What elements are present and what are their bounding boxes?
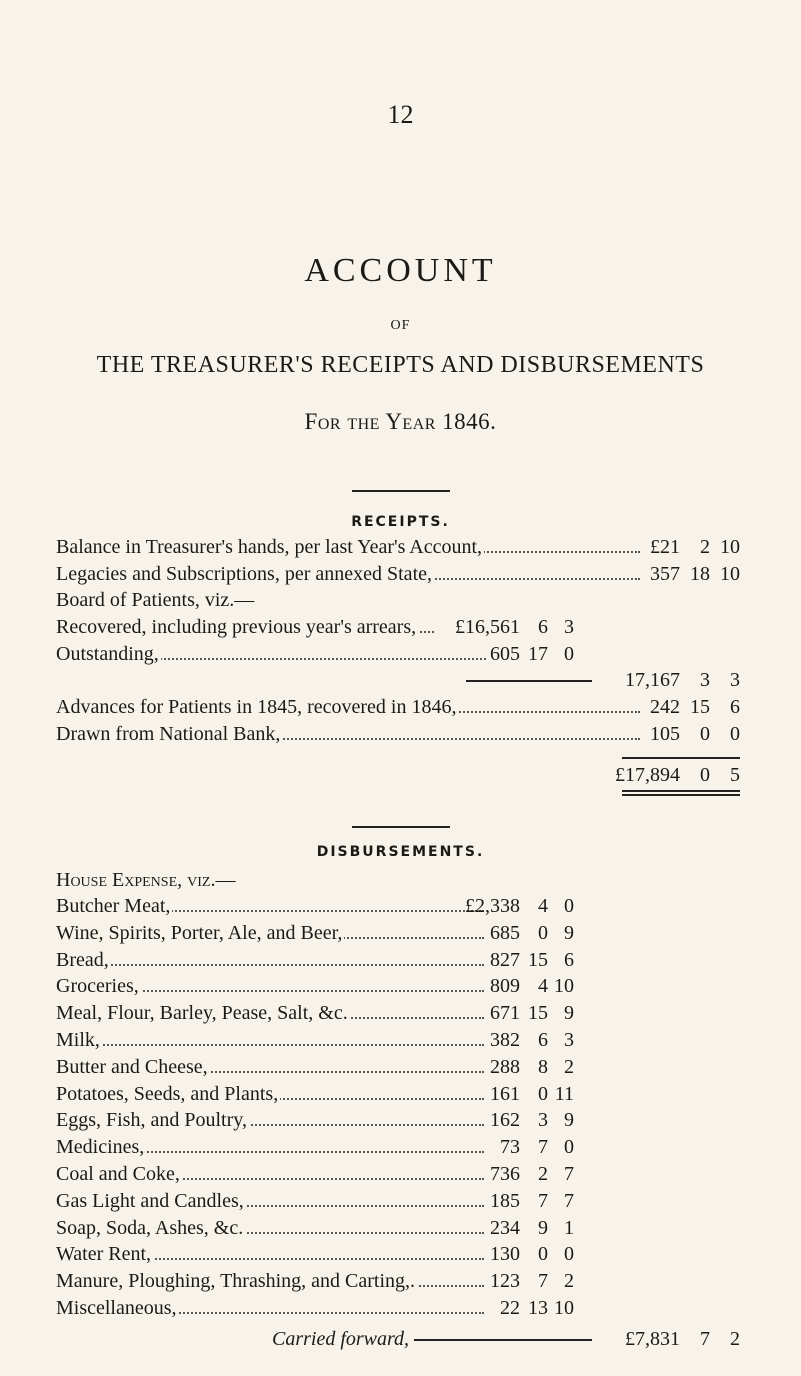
receipts-total-top-rule [622, 757, 740, 759]
receipt-row [56, 721, 640, 747]
disbursement-label: Coal and Coke, [56, 1163, 180, 1185]
disbursement-pounds: 234 [490, 1217, 520, 1239]
receipt-label: Drawn from National Bank, [56, 723, 281, 745]
disbursement-label: Milk, [56, 1029, 100, 1051]
disbursement-pence: 2 [564, 1270, 574, 1292]
disbursement-shillings: 9 [538, 1217, 548, 1239]
disbursement-label: Soap, Soda, Ashes, &c. [56, 1217, 244, 1239]
receipt-label: Balance in Treasurer's hands, per last Year's Account, [56, 536, 483, 558]
receipt-pence: 6 [730, 696, 740, 718]
disbursement-label: Meal, Flour, Barley, Pease, Salt, &c. [56, 1002, 348, 1024]
disbursement-shillings: 15 [528, 1002, 548, 1024]
disbursement-label: Bread, [56, 949, 109, 971]
carried-forward-pounds: £7,831 [625, 1328, 680, 1350]
disbursement-pounds: 162 [490, 1109, 520, 1131]
receipt-pounds: 105 [650, 723, 680, 745]
disbursement-label: Eggs, Fish, and Poultry, [56, 1109, 247, 1131]
board-total-pounds: 17,167 [625, 669, 680, 691]
disbursement-pence: 9 [564, 922, 574, 944]
disbursement-shillings: 7 [538, 1270, 548, 1292]
disbursement-pounds: 382 [490, 1029, 520, 1051]
disbursement-label: Potatoes, Seeds, and Plants, [56, 1083, 279, 1105]
disbursement-pounds: 161 [490, 1083, 520, 1105]
board-pence: 0 [564, 643, 574, 665]
disbursement-shillings: 15 [528, 949, 548, 971]
disbursement-pounds: 130 [490, 1243, 520, 1265]
disbursement-pounds: 685 [490, 922, 520, 944]
receipt-shillings: 2 [700, 536, 710, 558]
disbursement-shillings: 7 [538, 1136, 548, 1158]
receipt-pounds: 357 [650, 563, 680, 585]
disbursement-pence: 6 [564, 949, 574, 971]
receipts-total-shillings: 0 [700, 764, 710, 786]
disbursement-pence: 1 [564, 1217, 574, 1239]
disbursement-shillings: 2 [538, 1163, 548, 1185]
section-divider [352, 826, 450, 828]
receipt-pence: 10 [720, 536, 740, 558]
carried-forward-label: Carried forward, [272, 1328, 410, 1350]
disbursement-pence: 7 [564, 1190, 574, 1212]
board-total-pence: 3 [730, 669, 740, 691]
disbursement-label: Water Rent, [56, 1243, 152, 1265]
receipts-total-pence: 5 [730, 764, 740, 786]
disbursement-pounds: £2,338 [465, 895, 520, 917]
disbursement-pounds: 73 [500, 1136, 520, 1158]
board-pounds: 605 [490, 643, 520, 665]
disbursement-label: Miscellaneous, [56, 1297, 177, 1319]
disbursement-shillings: 4 [538, 975, 548, 997]
disbursement-pounds: 123 [490, 1270, 520, 1292]
board-shillings: 17 [528, 643, 548, 665]
disbursement-pounds: 185 [490, 1190, 520, 1212]
page-subheading: For the Year 1846. [304, 409, 497, 434]
disbursement-label: Groceries, [56, 975, 139, 997]
disbursement-pence: 0 [564, 1136, 574, 1158]
disbursement-pounds: 827 [490, 949, 520, 971]
receipt-row [56, 561, 640, 587]
board-pounds: £16,561 [455, 616, 520, 638]
page-number: 12 [387, 100, 414, 129]
disbursement-label: Medicines, [56, 1136, 145, 1158]
receipts-section-title: RECEIPTS. [351, 514, 450, 530]
disbursement-shillings: 13 [528, 1297, 548, 1319]
house-expense-label: House Expense, viz.— [56, 869, 236, 891]
disbursement-pounds: 288 [490, 1056, 520, 1078]
disbursement-pounds: 809 [490, 975, 520, 997]
disbursement-pence: 9 [564, 1109, 574, 1131]
disbursement-pounds: 671 [490, 1002, 520, 1024]
disbursement-shillings: 3 [538, 1109, 548, 1131]
receipt-pounds: £21 [650, 536, 680, 558]
board-pence: 3 [564, 616, 574, 638]
disbursement-shillings: 0 [538, 1083, 548, 1105]
disbursement-label: Gas Light and Candles, [56, 1190, 244, 1212]
receipts-total-double-rule-1 [622, 790, 740, 792]
disbursement-pence: 11 [554, 1083, 574, 1105]
disbursement-pence: 2 [564, 1056, 574, 1078]
board-total-shillings: 3 [700, 669, 710, 691]
disbursement-pence: 7 [564, 1163, 574, 1185]
receipt-label: Legacies and Subscriptions, per annexed State, [56, 563, 432, 585]
receipts-total-double-rule-2 [622, 794, 740, 796]
disbursement-pence: 0 [564, 1243, 574, 1265]
receipt-label: Advances for Patients in 1845, recovered in 1846, [56, 696, 457, 718]
carried-forward-shillings: 7 [700, 1328, 710, 1350]
page-heading: THE TREASURER'S RECEIPTS AND DISBURSEMENTS [96, 352, 705, 378]
board-row-label: Outstanding, [56, 643, 159, 665]
disbursement-pence: 0 [564, 895, 574, 917]
board-shillings: 6 [538, 616, 548, 638]
disbursement-shillings: 6 [538, 1029, 548, 1051]
disbursements-section-title: DISBURSEMENTS. [316, 844, 485, 860]
receipt-pence: 0 [730, 723, 740, 745]
board-label: Board of Patients, viz.— [56, 589, 255, 611]
disbursement-shillings: 0 [538, 922, 548, 944]
receipt-pence: 10 [720, 563, 740, 585]
disbursement-label: Wine, Spirits, Porter, Ale, and Beer, [56, 922, 343, 944]
disbursement-pounds: 736 [490, 1163, 520, 1185]
disbursement-shillings: 8 [538, 1056, 548, 1078]
board-row-label: Recovered, including previous year's arrears, [56, 616, 417, 638]
header-rule [352, 490, 450, 492]
receipts-total-pounds: £17,894 [615, 764, 680, 786]
disbursement-pounds: 22 [500, 1297, 520, 1319]
receipt-row [56, 534, 640, 560]
receipt-row [56, 694, 640, 720]
receipt-pounds: 242 [650, 696, 680, 718]
receipt-shillings: 0 [700, 723, 710, 745]
board-row [56, 614, 434, 640]
disbursement-pence: 10 [554, 1297, 574, 1319]
title-of: OF [390, 318, 411, 333]
disbursement-label: Manure, Ploughing, Thrashing, and Carting,. [56, 1270, 416, 1292]
disbursement-pence: 3 [564, 1029, 574, 1051]
disbursement-label: Butter and Cheese, [56, 1056, 208, 1078]
disbursement-pence: 9 [564, 1002, 574, 1024]
disbursement-shillings: 0 [538, 1243, 548, 1265]
receipt-shillings: 18 [690, 563, 710, 585]
carried-forward-rule [414, 1339, 592, 1341]
board-total-rule [466, 680, 592, 682]
disbursement-shillings: 7 [538, 1190, 548, 1212]
receipt-shillings: 15 [690, 696, 710, 718]
disbursement-label: Butcher Meat, [56, 895, 171, 917]
page-title: ACCOUNT [304, 252, 497, 289]
disbursement-pence: 10 [554, 975, 574, 997]
disbursement-shillings: 4 [538, 895, 548, 917]
carried-forward-pence: 2 [730, 1328, 740, 1350]
